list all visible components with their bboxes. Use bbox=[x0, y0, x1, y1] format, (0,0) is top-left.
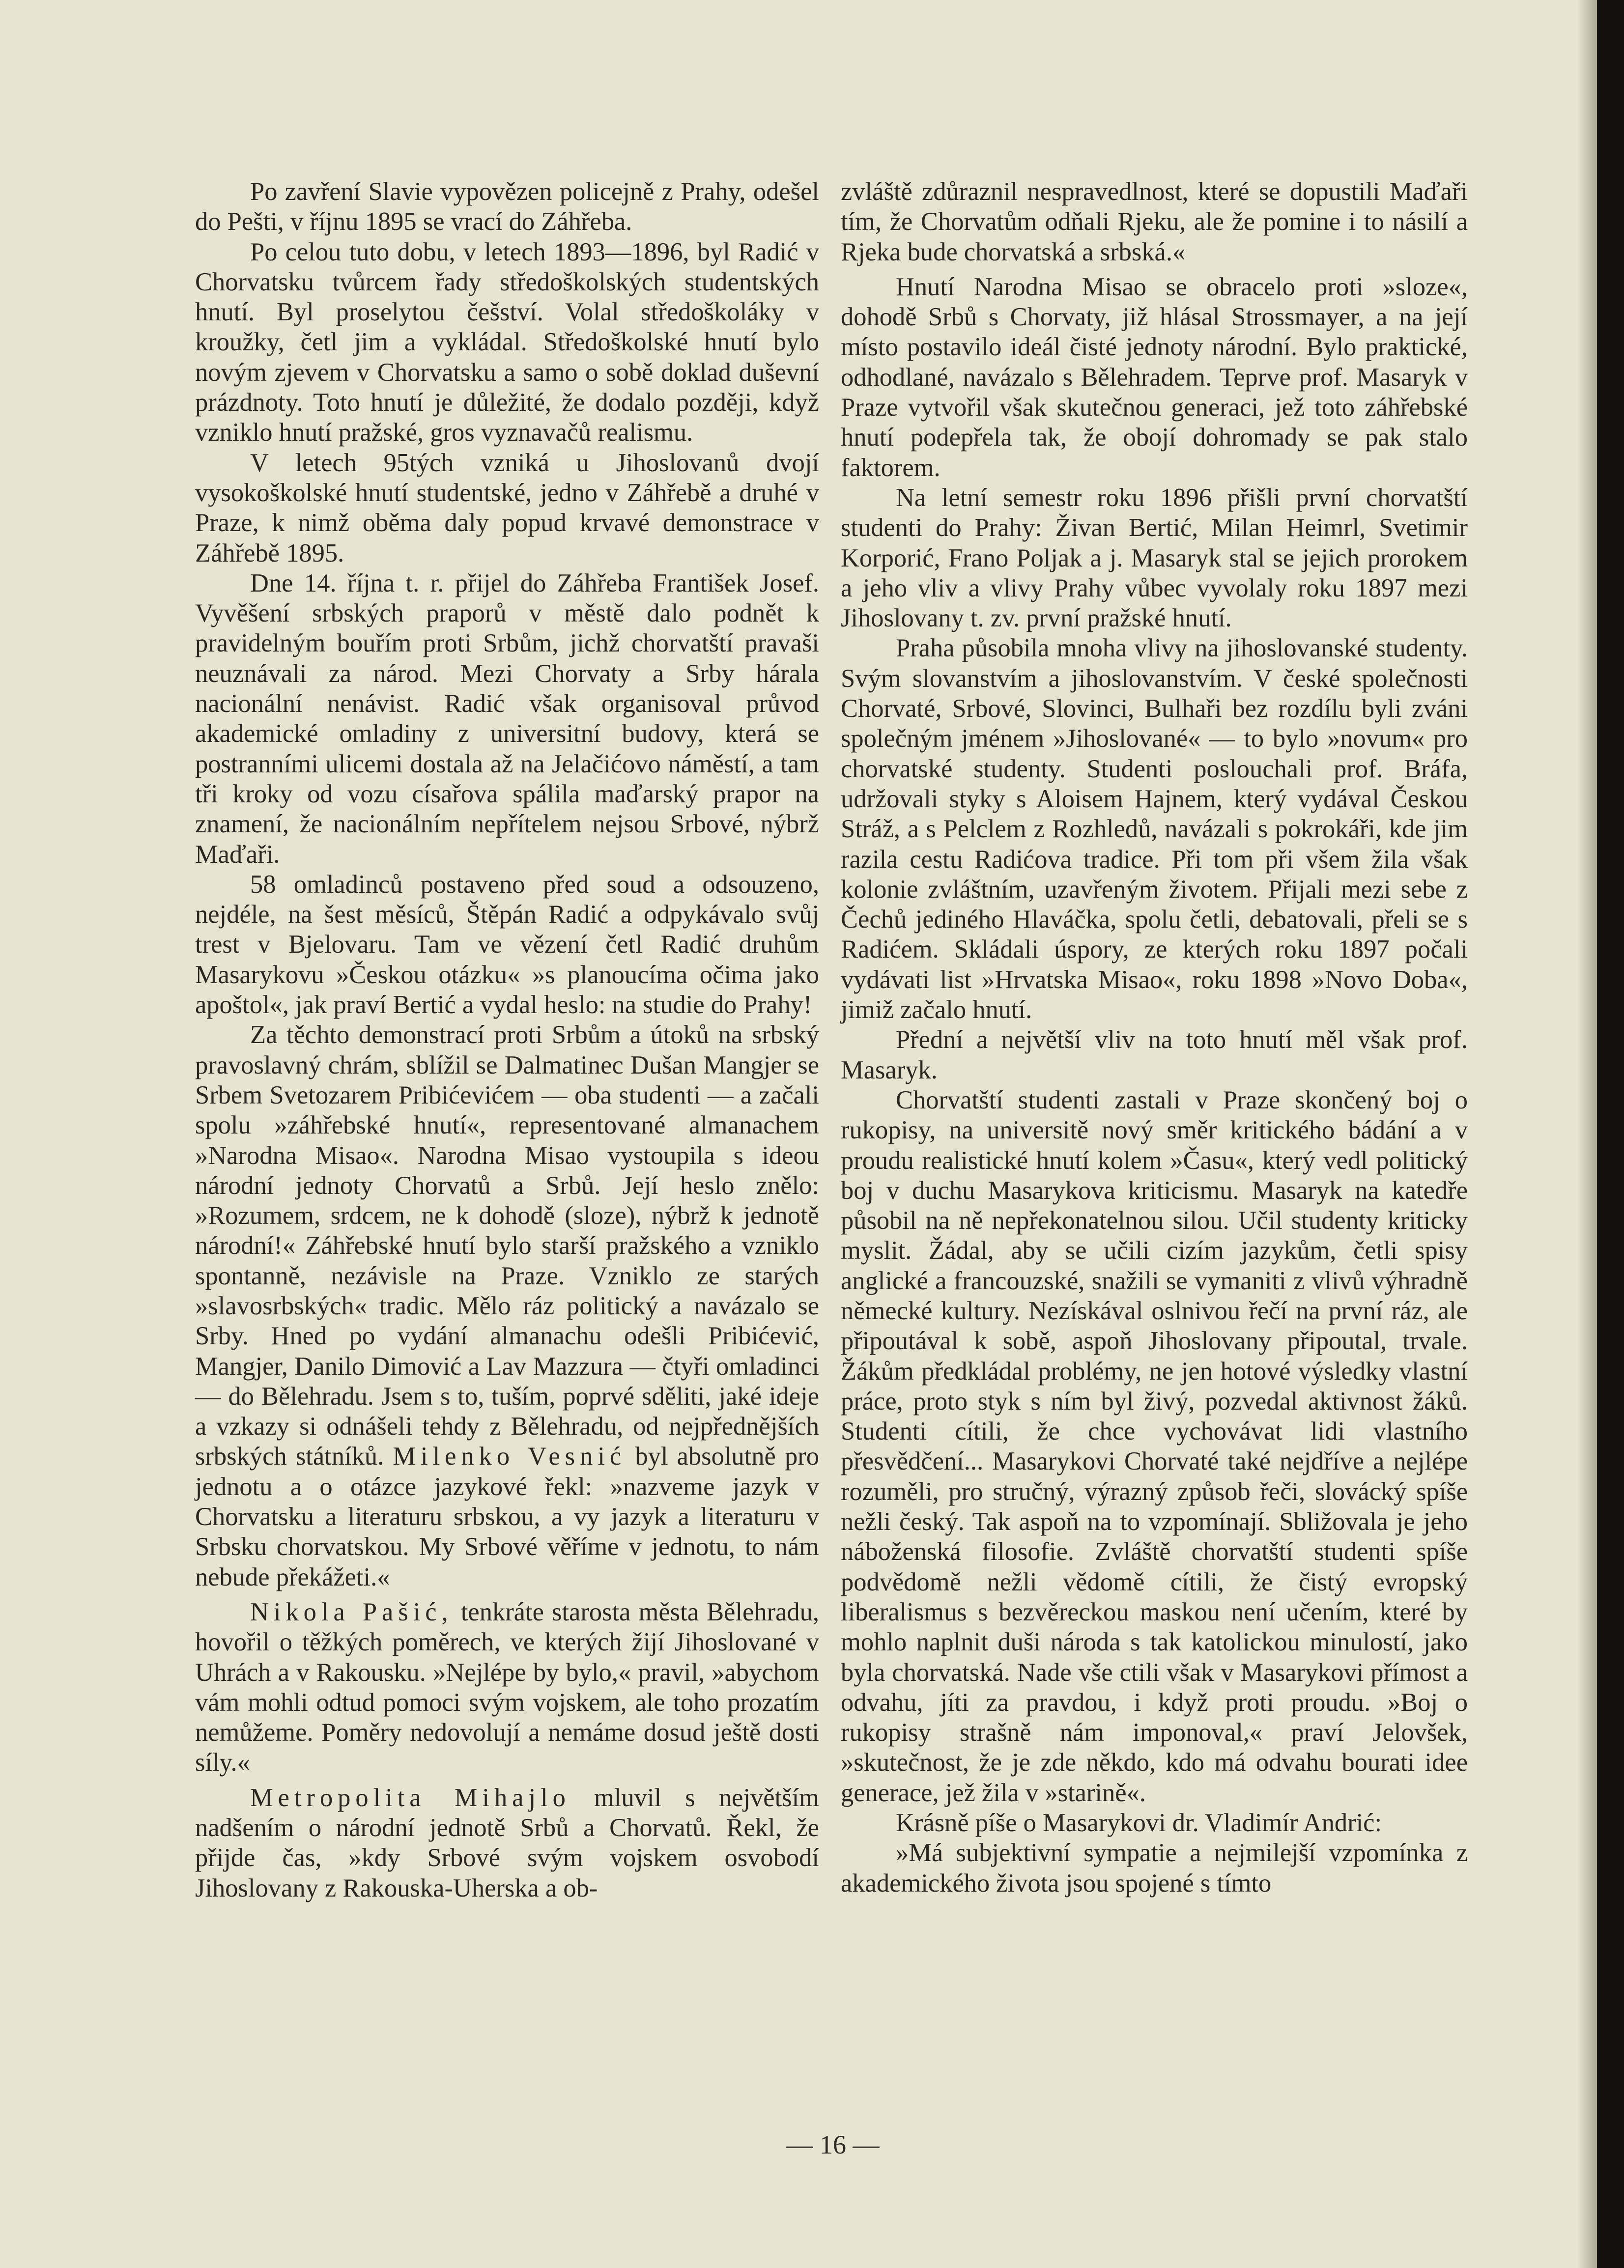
paragraph bbox=[195, 1020, 819, 1592]
paragraph: Praha působila mnoha vlivy na jihoslovanské studenty. Svým slovanstvím a jihoslovanstvím. V české společnosti Chorvaté, Srbové, Slovinci, Bulhaři bez rozdílu byli zváni společným jménem »Jihoslované« — to bylo »novum« pro chorvatské studenty. Studenti poslouchali prof. Bráfa, udržovali styky s Aloisem Hajnem, který vydával Českou Stráž, a s Pelclem z Rozhledů, navázali s pokrokáři, kde jim razila cestu Radićova tradice. Při tom při všem žila však kolonie zvláštním, uzavřeným životem. Přijali mezi sebe z Čechů jediného Hlaváčka, spolu četli, debatovali, přeli se s Radićem. Skládali úspory, ze kterých roku 1897 počali vydávati list »Hrvatska Misao«, roku 1898 »Novo Doba«, jimiž začalo hnutí. bbox=[841, 634, 1468, 1024]
paragraph: zvláště zdůraznil nespravedlnost, které se dopustili Maďaři tím, že Chorvatům odňali Rjeku, ale že pomine i to násilí a Rjeka bude chorvatská a srbská.« bbox=[841, 177, 1468, 266]
paragraph: Na letní semestr roku 1896 přišli první chorvatští studenti do Prahy: Živan Bertić, Milan Heimrl, Svetimir Korporić, Frano Poljak a j. Masaryk stal se jejich prorokem a jeho vliv a vlivy Prahy vůbec vyvolaly roku 1897 mezi Jihoslovany t. zv. první pražské hnutí. bbox=[841, 483, 1468, 633]
paragraph: Po zavření Slavie vypovězen policejně z Prahy, odešel do Pešti, v říjnu 1895 se vrací do Záhřeba. bbox=[195, 177, 819, 236]
paragraph-text: byl absolutně pro jednotu a o otázce jazykové řekl: »nazveme jazyk v Chorvatsku a literaturu srbskou, a vy jazyk a literaturu v Srbsku chorvatskou. My Srbové věříme v jednotu, to nám nebude překážeti.« bbox=[195, 1442, 819, 1591]
binding-shadow bbox=[1577, 0, 1597, 2268]
left-text-column bbox=[195, 177, 819, 1903]
paragraph: Přední a největší vliv na toto hnutí měl však prof. Masaryk. bbox=[841, 1025, 1468, 1084]
paragraph bbox=[195, 1597, 819, 1778]
paragraph: Krásně píše o Masarykovi dr. Vladimír Andrić: bbox=[896, 1809, 1382, 1838]
page-number: — 16 — bbox=[786, 2130, 880, 2159]
paragraph: »Má subjektivní sympatie a nejmilejší vzpomínka z akademického života jsou spojené s tímto bbox=[841, 1839, 1468, 1898]
paragraph: Dne 14. října t. r. přijel do Záhřeba František Josef. Vyvěšení srbských praporů v městě dalo podnět k pravidelným bouřím proti Srbům, jichž chorvatští pravaši neuznávali za národ. Mezi Chorvaty a Srby hárala nacionální nenávist. Radić však organisoval průvod akademické omladiny z universitní budovy, která se postranními ulicemi dostala až na Jelačićovo náměstí, a tam tři kroky od vozu císařova spálila maďarský prapor na znamení, že nacionálním nepřítelem nejsou Srbové, nýbrž Maďaři. bbox=[195, 568, 819, 869]
paragraph bbox=[195, 1783, 819, 1903]
paragraph: Hnutí Narodna Misao se obracelo proti »sloze«, dohodě Srbů s Chorvaty, již hlásal Strossmayer, a na její místo postavilo ideál čisté jednoty národní. Bylo praktické, odhodlané, navázalo s Bělehradem. Teprve prof. Masaryk v Praze vytvořil však skutečnou generaci, jež toto záhřebské hnutí podepřela tak, že obojí dohromady se pak stalo faktorem. bbox=[841, 272, 1468, 482]
paragraph-text: mluvil s největším nadšením o národní jednotě Srbů a Chorvatů. Řekl, že přijde čas, »kdy Srbové svým vojskem osvobodí Jihoslovany z Rakouska-Uherska a ob- bbox=[195, 1783, 820, 1902]
paragraph-text: Za těchto demonstrací proti Srbům a útoků na srbský pravoslavný chrám, sblížil se Dalmatinec Dušan Mangjer se Srbem Svetozarem Pribićevićem — oba studenti — a začali spolu »záhřebské hnutí«, representované almanachem »Narodna Misao«. Narodna Misao vystoupila s ideou národní jednoty Chorvatů a Srbů. Její heslo znělo: »Rozumem, srdcem, ne k dohodě (sloze), nýbrž k jednotě národní!« Záhřebské hnutí bylo starší pražského a vzniklo spontanně, nezávisle na Praze. Vzniklo ze starých »slavosrbských« tradic. Mělo ráz politický a navázalo se Srby. Hned po vydání almanachu odešli Pribićević, Mangjer, Danilo Dimović a Lav Mazzura — čtyři omladinci — do Bělehradu. Jsem s to, tuším, poprvé sděliti, jaké ideje a vzkazy si odnášeli tehdy z Bělehradu, od nejpřednějších srbských státníků. bbox=[195, 1021, 819, 1471]
binding-edge bbox=[1597, 0, 1624, 2268]
person-name: Metropolita Mihajlo bbox=[250, 1783, 570, 1812]
paragraph: Po celou tuto dobu, v letech 1893—1896, byl Radić v Chorvatsku tvůrcem řady středoškolských studentských hnutí. Byl proselytou češství. Volal středoškoláky v kroužky, četl jim a vykládal. Středoškolské hnutí bylo novým zjevem v Chorvatsku a samo o sobě doklad duševní prázdnoty. Toto hnutí je důležité, že dodalo později, když vzniklo hnutí pražské, gros vyznavačů realismu. bbox=[195, 237, 819, 447]
person-name: Milenko Vesnić bbox=[393, 1442, 627, 1471]
paragraph: V letech 95tých vzniká u Jihoslovanů dvojí vysokoškolské hnutí studentské, jedno v Záhřebě a druhé v Praze, k nimž oběma daly popud krvavé demonstrace v Záhřebě 1895. bbox=[195, 448, 819, 567]
right-text-column bbox=[841, 177, 1468, 1899]
paragraph-text: tenkráte starosta města Bělehradu, hovořil o těžkých poměrech, ve kterých žijí Jihoslované v Uhrách a v Rakousku. »Nejlépe by bylo,« pravil, »abychom vám mohli odtud pomoci svým vojskem, ale toho prozatím nemůžeme. Poměry nedovolují a nemáme dosud ještě dosti síly.« bbox=[195, 1597, 820, 1777]
paragraph: 58 omladinců postaveno před soud a odsouzeno, nejdéle, na šest měsíců, Štěpán Radić a odpykávalo svůj trest v Bjelovaru. Tam ve vězení četl Radić druhům Masarykovu »Českou otázku« »s planoucíma očima jako apoštol«, jak praví Bertić a vydal heslo: na studie do Prahy! bbox=[195, 870, 819, 1020]
paragraph: Chorvatští studenti zastali v Praze skončený boj o rukopisy, na universitě nový směr kritického bádání a v proudu realistické hnutí kolem »Času«, který vedl politický boj v duchu Masarykova kriticismu. Masaryk na katedře působil na ně nepřekonatelnou silou. Učil studenty kriticky myslit. Žádal, aby se učili cizím jazykům, četli spisy anglické a francouzské, snažili se vymaniti z vlivů výhradně německé kultury. Nezískával oslnivou řečí na první ráz, ale připoutával k sobě, aspoň Jihoslovany připoutal, trvale. Žákům předkládal problémy, ne jen hotové výsledky vlastní práce, proto styk s ním byl živý, pozvedal aktivnost žáků. Studenti cítili, že chce vychovávat lidi vlastního přesvědčení... Masarykovi Chorvaté také nejdříve a nejlépe rozuměli, pro stručný, výrazný způsob řeči, slovácký spíše nežli český. Tak aspoň na to vzpomínají. Sbližovala je jeho náboženská filosofie. Zvláště chorvatští studenti spíše podvědomě nežli vědomě cítili, že čistý evropský liberalismus s bezvěreckou maskou není učením, které by mohlo naplnit duši národa s tak katolickou minulostí, jako byla chorvatská. Nade vše ctili však v Masarykovi přímost a odvahu, jíti za pravdou, i když proti proudu. »Boj o rukopisy strašně nám imponoval,« praví Jelovšek, »skutečnost, že je zde někdo, kdo má odvahu bourati idee generace, jež žila v »starině«. bbox=[841, 1085, 1468, 1807]
person-name: Nikola Pašić, bbox=[250, 1597, 453, 1626]
